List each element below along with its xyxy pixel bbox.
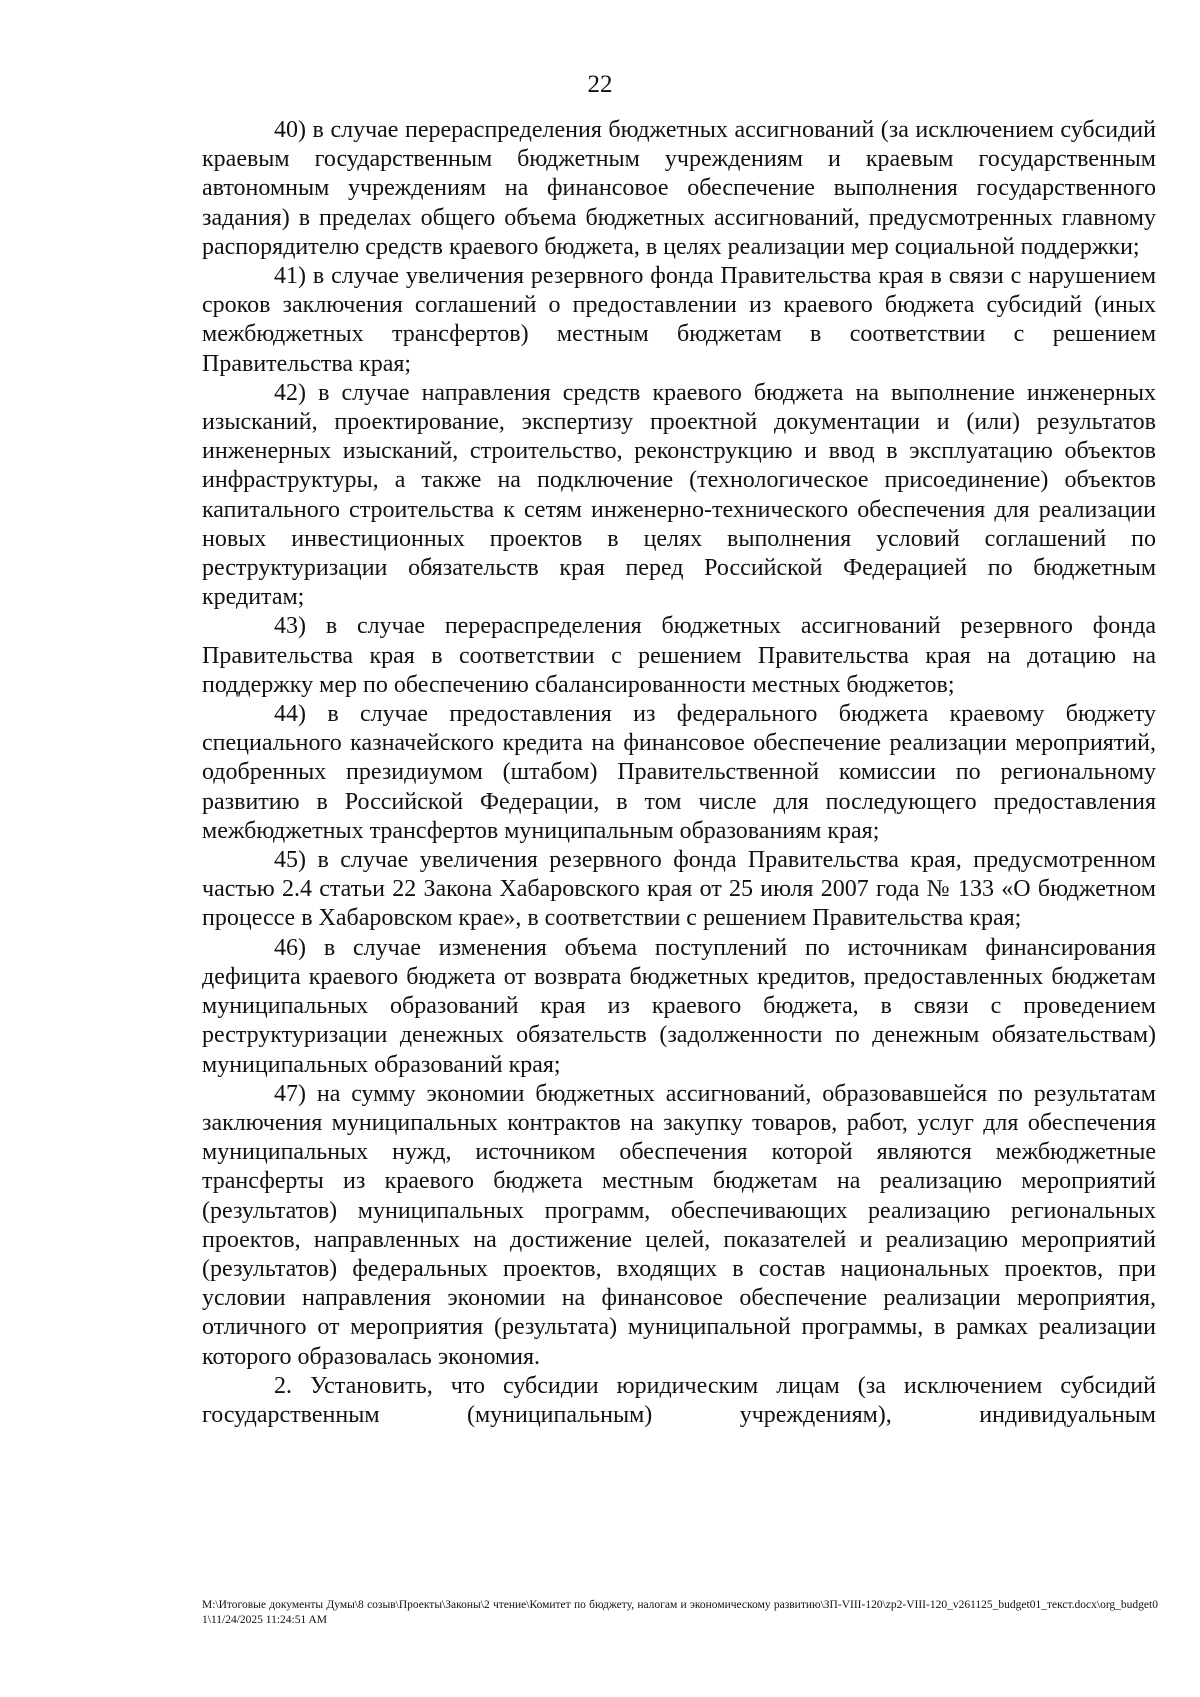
paragraph-item-42: 42) в случае направления средств краевого бюджета на выполнение инженерных изысканий, проектирование, экспертизу проектной документации и (или) результатов инженерных изысканий, строительство, реконструкцию и ввод в эксплуатацию объектов инфраструктуры, а также на подключение (технологическое присоединение) объектов капитального строительства к сетям инженерно-технического обеспечения для реализации новых инвестиционных проектов в целях выполнения условий соглашений по реструктуризации обязательств края перед Российской Федерацией по бюджетным кредитам; [202, 379, 1156, 611]
paragraph-item-43: 43) в случае перераспределения бюджетных ассигнований резервного фонда Правительства края в соответствии с решением Правительства края на дотацию на поддержку мер по обеспечению сбалансированности местных бюджетов; [202, 613, 1156, 698]
paragraph-item-45: 45) в случае увеличения резервного фонда Правительства края, предусмотренном частью 2.4 статьи 22 Закона Хабаровского края от 25 июля 2007 года № 133 «О бюджетном процессе в Хабаровском крае», в соответствии с решением Правительства края; [202, 847, 1156, 932]
paragraph-item-47: 47) на сумму экономии бюджетных ассигнований, образовавшейся по результатам заключения муниципальных контрактов на закупку товаров, работ, услуг для обеспечения муниципальных нужд, источником обеспечения которой являются межбюджетные трансферты из краевого бюджета местным бюджетам на реализацию мероприятий (результатов) муниципальных программ, обеспечивающих реализацию региональных проектов, направленных на достижение целей, показателей и реализацию мероприятий (результатов) федеральных проектов, входящих в состав национальных проектов, при условии направления экономии на финансовое обеспечение реализации мероприятия, отличного от мероприятия (результата) муниципальной программы, в рамках реализации которого образовалась экономия. [202, 1080, 1156, 1370]
document-file-path-footer: M:\Итоговые документы Думы\8 созыв\Проекты\Законы\2 чтение\Комитет по бюджету, налогам и экономическому развитию\ЗП-VIII-120\zp2-VIII-120_v261125_budget01_текст.docx\org_budget01\11/24/2025 11:24:51 AM [202, 1599, 1158, 1626]
paragraph-item-46: 46) в случае изменения объема поступлений по источникам финансирования дефицита краевого бюджета от возврата бюджетных кредитов, предоставленных бюджетам муниципальных образований края из краевого бюджета, в связи с проведением реструктуризации денежных обязательств (задолженности по денежным обязательствам) муниципальных образований края; [202, 934, 1156, 1078]
page-number: 22 [587, 71, 613, 98]
paragraph-item-41: 41) в случае увеличения резервного фонда Правительства края в связи с нарушением сроков заключения соглашений о предоставлении из краевого бюджета субсидий (иных межбюджетных трансфертов) местным бюджетам в соответствии с решением Правительства края; [202, 263, 1156, 377]
paragraph-item-44: 44) в случае предоставления из федерального бюджета краевому бюджету специального казначейского кредита на финансовое обеспечение реализации мероприятий, одобренных президиумом (штабом) Правительственной комиссии по региональному развитию в Российской Федерации, в том числе для последующего предоставления межбюджетных трансфертов муниципальным образованиям края; [202, 701, 1156, 844]
paragraph-section-2: 2. Установить, что субсидии юридическим лицам (за исключением субсидий государственным (муниципальным) учреждениям), индивидуальным [202, 1372, 1156, 1428]
paragraph-item-40: 40) в случае перераспределения бюджетных ассигнований (за исключением субсидий краевым государственным бюджетным учреждениям и краевым государственным автономным учреждениям на финансовое обеспечение выполнения государственного задания) в пределах общего объема бюджетных ассигнований, предусмотренных главному распорядителю средств краевого бюджета, в целях реализации мер социальной поддержки; [202, 117, 1156, 260]
document-body [202, 116, 1156, 1430]
